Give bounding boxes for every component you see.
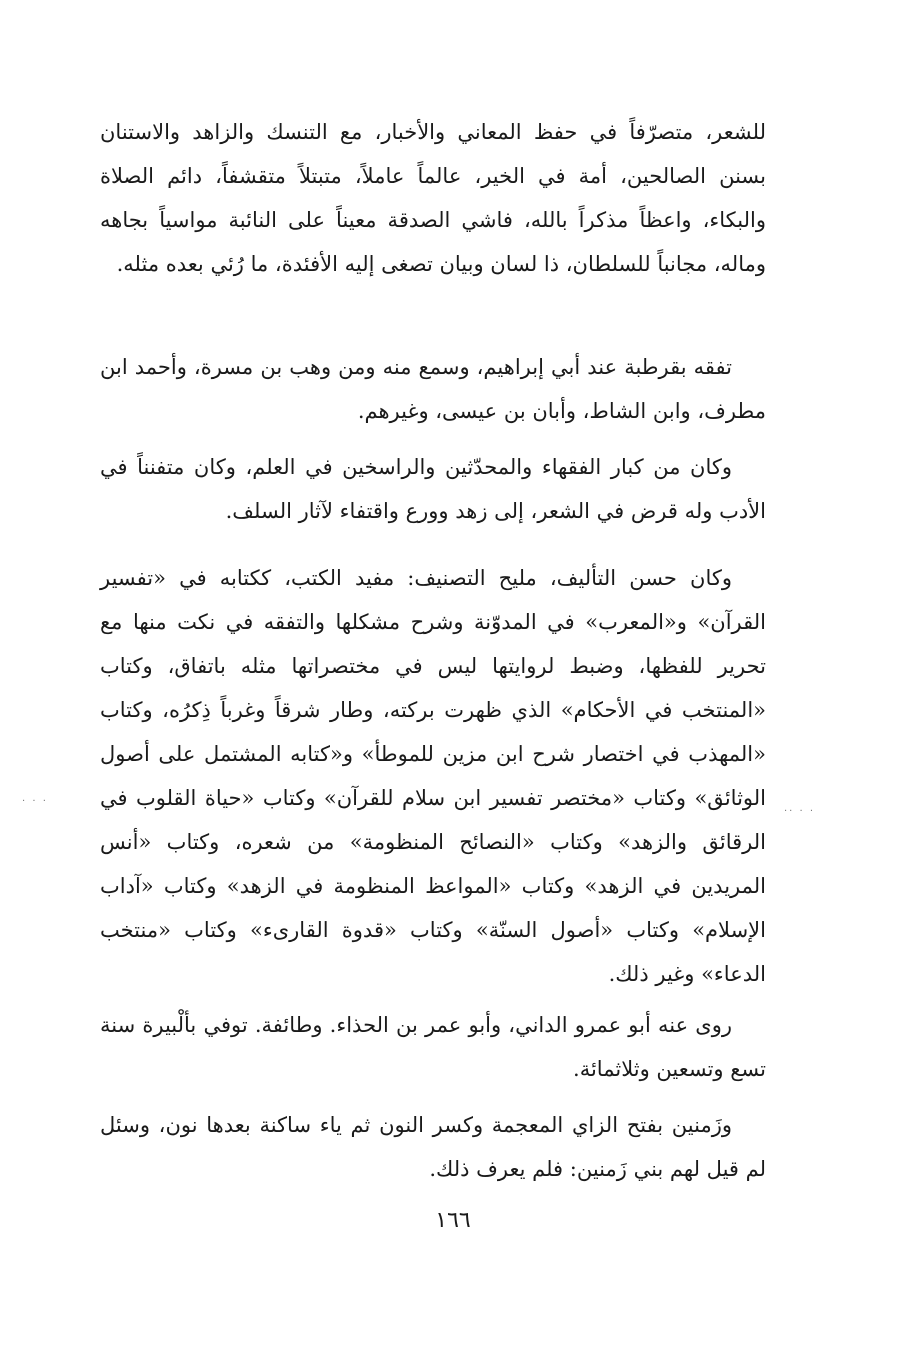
paragraph-scholarship xyxy=(100,445,766,533)
paragraph-text: روى عنه أبو عمرو الداني، وأبو عمر بن الحذاء. وطائفة. توفي بألْبيرة سنة تسع وتسعين وثلاثمائة. xyxy=(100,1013,766,1081)
page-number: ١٦٦ xyxy=(435,1208,471,1233)
paragraph-biography xyxy=(100,110,766,286)
paragraph-text: وكان من كبار الفقهاء والمحدّثين والراسخين في العلم، وكان متفنناً في الأدب وله قرض في الشعر، إلى زهد وورع واقتفاء لآثار السلف. xyxy=(100,455,766,523)
scan-speck-left: · · · xyxy=(22,796,48,807)
paragraph-text: وزَمنين بفتح الزاي المعجمة وكسر النون ثم ياء ساكنة بعدها نون، وسئل لم قيل لهم بني زَمنين: فلم يعرف ذلك. xyxy=(100,1113,766,1181)
paragraph-name-note xyxy=(100,1103,766,1191)
paragraph-teachers xyxy=(100,345,766,433)
paragraph-works xyxy=(100,556,766,996)
paragraph-text: وكان حسن التأليف، مليح التصنيف: مفيد الكتب، ككتابه في «تفسير القرآن» و«المعرب» في المدوّنة وشرح مشكلها والتفقه في نكت منها مع تحرير للفظها، وضبط لروايتها ليس في مختصراتها مثله باتفاق، وكتاب «المنتخب في الأحكام» الذي ظهرت بركته، وطار شرقاً وغرباً ذِكرُه، وكتاب «المهذب في اختصار شرح ابن مزين للموطأ» و«كتابه المشتمل على أصول الوثائق» وكتاب «مختصر تفسير ابن سلام للقرآن» وكتاب «حياة القلوب في الرقائق والزهد» وكتاب «النصائح المنظومة» من شعره، وكتاب «أنس المريدين في الزهد» وكتاب «المواعظ المنظومة في الزهد» وكتاب «آداب الإسلام» وكتاب «أصول السنّة» وكتاب «قدوة القارىء» وكتاب «منتخب الدعاء» وغير ذلك. xyxy=(100,566,766,986)
scan-speck-right: ·· · · xyxy=(784,806,816,817)
paragraph-text: للشعر، متصرّفاً في حفظ المعاني والأخبار، مع التنسك والزاهد والاستنان بسنن الصالحين، أمة في الخير، عالماً عاملاً، متبتلاً متقشفاً، دائم الصلاة والبكاء، واعظاً مذكراً بالله، فاشي الصدقة معيناً على النائبة مواسياً بجاهه وماله، مجانباً للسلطان، ذا لسان وبيان تصغى إليه الأفئدة، ما رُئي بعده مثله. xyxy=(100,120,766,276)
paragraph-students-death xyxy=(100,1003,766,1091)
paragraph-text: تفقه بقرطبة عند أبي إبراهيم، وسمع منه ومن وهب بن مسرة، وأحمد ابن مطرف، وابن الشاط، وأبان بن عيسى، وغيرهم. xyxy=(100,355,766,423)
